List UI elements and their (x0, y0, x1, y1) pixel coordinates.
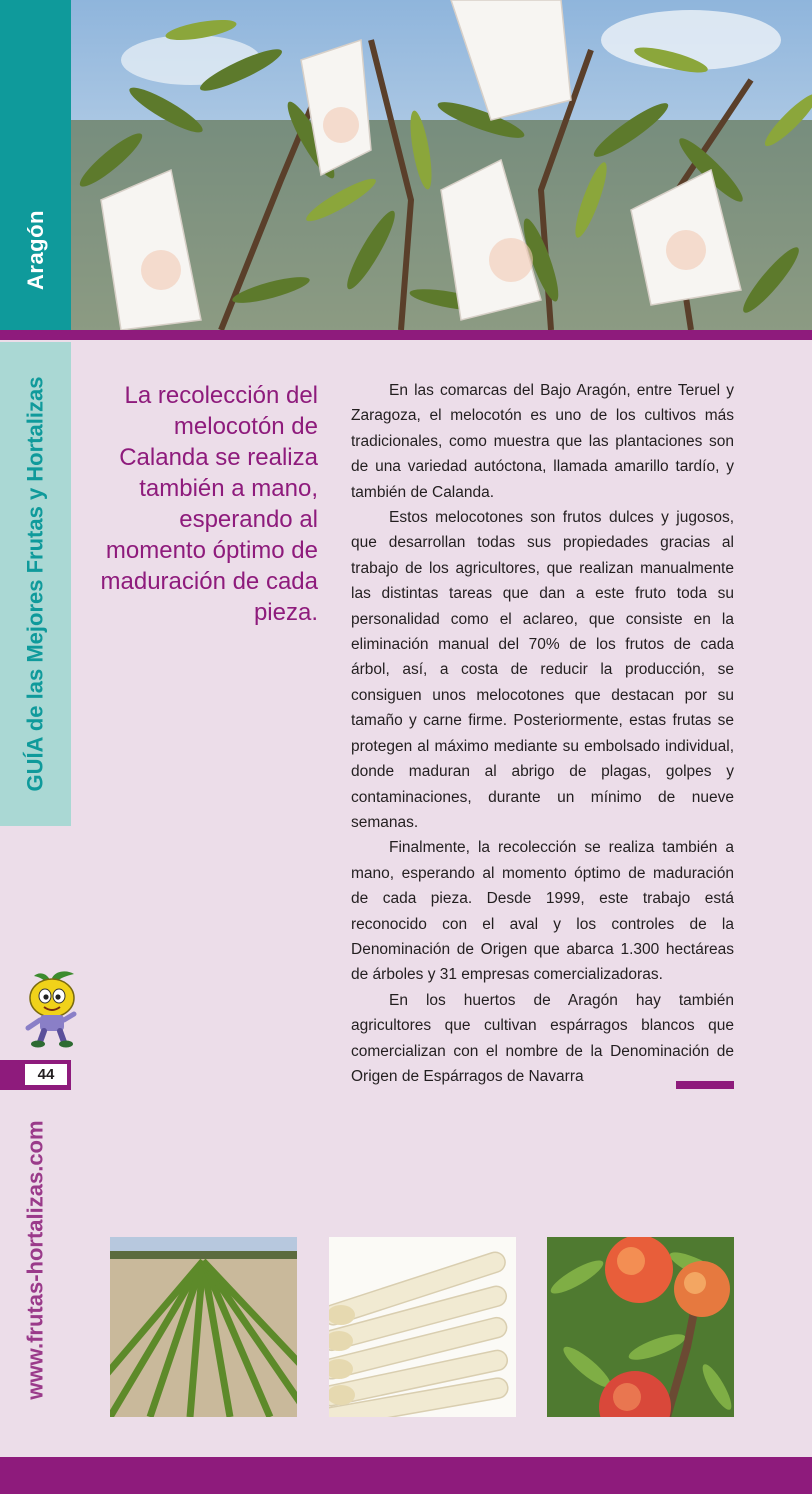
website-url-text: www.frutas-hortalizas.com (22, 1120, 48, 1400)
region-tab (0, 190, 71, 310)
body-paragraph: Estos melocotones son frutos dulces y jugosos, que desarrollan todas sus propiedades gracias al trabajo de los agricultores, que realizan manualmente las distintas tareas que dan a este fruto toda su personalidad como el aclareo, que consiste en la eliminación manual del 70% de los frutos de cada árbol, así, a costa de reducir la producción, se consiguen unos melocotones que destacan por su tamaño y carne firme. Posteriormente, estas frutas se protegen al máximo mediante su embolsado individual, donde maduran al abrigo de plagas, golpes y contaminaciones, durante un mínimo de nueve semanas. (351, 509, 734, 831)
guide-title-text: GUÍA de las Mejores Frutas y Hortalizas (22, 376, 48, 792)
article-body (351, 378, 734, 1089)
body-paragraph: En los huertos de Aragón hay también agricultores que cultivan espárragos blancos que comercializan con el nombre de la Denominación de Origen de Espárragos de Navarra (351, 991, 734, 1085)
section-divider-bar (0, 330, 812, 340)
photo-white-asparagus (329, 1237, 516, 1417)
photo-peaches-on-branch (547, 1237, 734, 1417)
body-paragraph: En las comarcas del Bajo Aragón, entre Teruel y Zaragoza, el melocotón es uno de los cultivos más tradicionales, como muestra que las plantaciones son de una variedad autóctona, llamada amarillo tardío, y también de Calanda. (351, 382, 734, 501)
website-url (0, 1100, 71, 1420)
region-tab-label: Aragón (22, 210, 48, 290)
guide-title (0, 342, 71, 826)
footer-bar (0, 1457, 812, 1494)
hero-photo-bagged-peaches (71, 0, 812, 330)
article-end-rule (676, 1081, 734, 1089)
body-paragraph: Finalmente, la recolección se realiza también a mano, esperando al momento óptimo de maduración de cada pieza. Desde 1999, este trabajo está reconocido con el aval y los controles de la Denominación de Origen que abarca 1.300 hectáreas de árboles y 31 empresas comercializadoras. (351, 839, 734, 984)
photo-planted-field (110, 1237, 297, 1417)
page-number: 44 (25, 1064, 67, 1085)
peach-mascot-icon (16, 968, 88, 1048)
pull-quote: La recolección del melocotón de Calanda se realiza también a mano, esperando al momento óptimo de maduración de cada pieza. (100, 382, 318, 626)
